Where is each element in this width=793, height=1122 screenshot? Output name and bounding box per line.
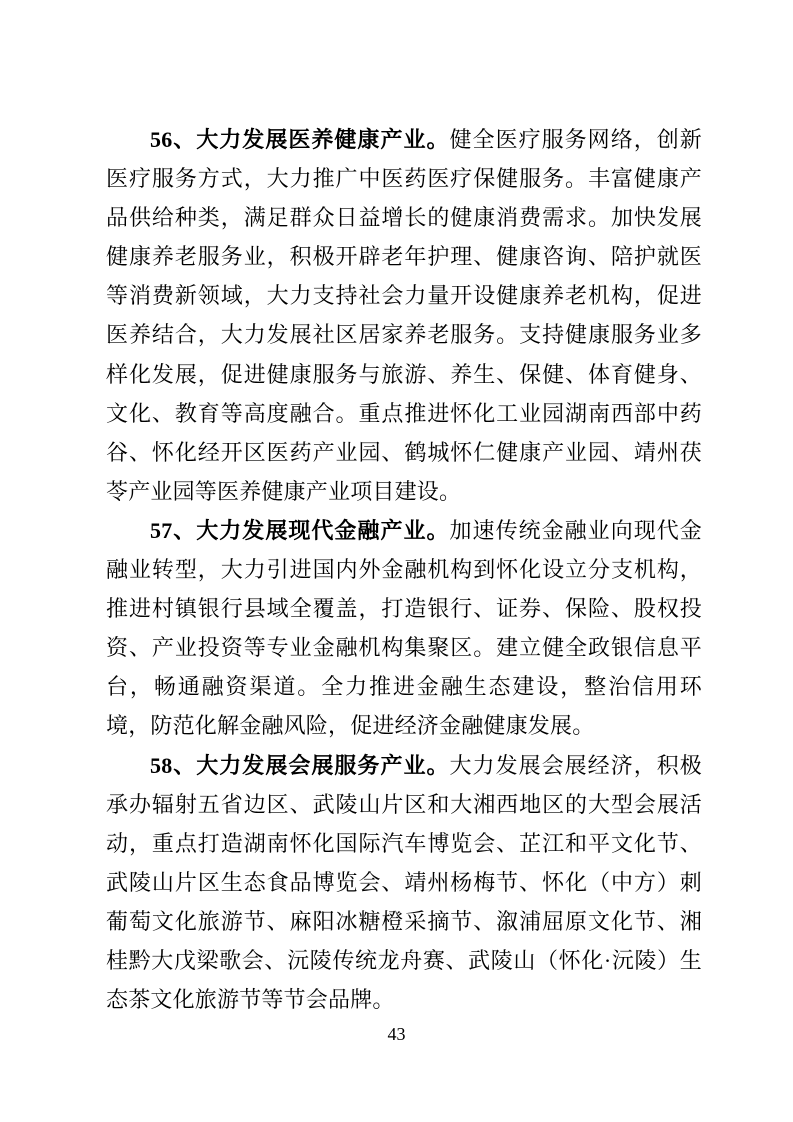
paragraph-58-heading: 58、大力发展会展服务产业。 (150, 752, 450, 778)
page-number: 43 (387, 1024, 406, 1044)
paragraph-57-heading: 57、大力发展现代金融产业。 (150, 517, 450, 543)
paragraph-56 (106, 120, 702, 511)
paragraph-57-text: 加速传统金融业向现代金融业转型，大力引进国内外金融机构到怀化设立分支机构，推进村镇银行县域全覆盖，打造银行、证券、保险、股权投资、产业投资等专业金融机构集聚区。建立健全政银信息平台，畅通融资渠道。全力推进金融生态建设，整治信用环境，防范化解金融风险，促进经济金融健康发展。 (106, 517, 702, 739)
paragraph-58-text: 大力发展会展经济，积极承办辐射五省边区、武陵山片区和大湘西地区的大型会展活动，重点打造湖南怀化国际汽车博览会、芷江和平文化节、武陵山片区生态食品博览会、靖州杨梅节、怀化（中方）刺葡萄文化旅游节、麻阳冰糖橙采摘节、溆浦屈原文化节、湘桂黔大戊梁歌会、沅陵传统龙舟赛、武陵山（怀化·沅陵）生态茶文化旅游节等节会品牌。 (106, 752, 702, 1013)
paragraph-58 (106, 746, 702, 1020)
paragraph-56-heading: 56、大力发展医养健康产业。 (150, 127, 450, 152)
paragraph-57 (106, 511, 702, 746)
document-body (106, 120, 702, 1019)
paragraph-56-text: 健全医疗服务网络，创新医疗服务方式，大力推广中医药医疗保健服务。丰富健康产品供给种类，满足群众日益增长的健康消费需求。加快发展健康养老服务业，积极开辟老年护理、健康咨询、陪护就医等消费新领域，大力支持社会力量开设健康养老机构，促进医养结合，大力发展社区居家养老服务。支持健康服务业多样化发展，促进健康服务与旅游、养生、保健、体育健身、文化、教育等高度融合。重点推进怀化工业园湖南西部中药谷、怀化经开区医药产业园、鹤城怀仁健康产业园、靖州茯苓产业园等医养健康产业项目建设。 (106, 127, 702, 504)
